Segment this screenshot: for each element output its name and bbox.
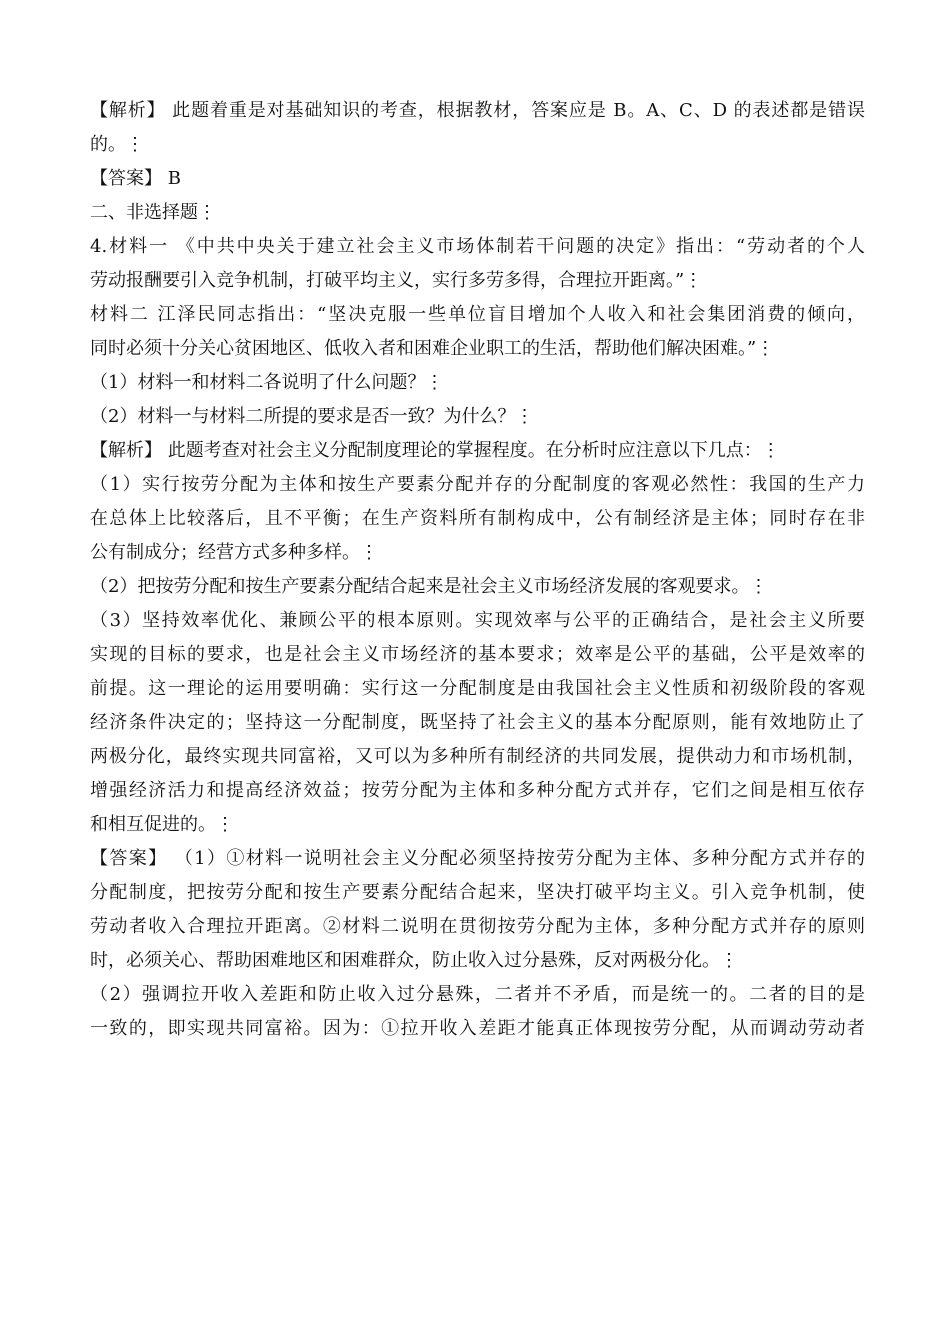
answer-line: 【答案】 （1）①材料一说明社会主义分配必须坚持按劳分配为主体、多种分配方式并存的 bbox=[90, 848, 865, 869]
text-line: 公有制成分；经营方式多种多样。⋮ bbox=[90, 542, 378, 563]
text-line: （2）把按劳分配和按生产要素分配结合起来是社会主义市场经济发展的客观要求。⋮ bbox=[90, 576, 768, 597]
text-line: 经济条件决定的；坚持这一分配制度，既坚持了社会主义的基本分配原则，能有效地防止了 bbox=[90, 712, 865, 733]
text-line: 【解析】 此题着重是对基础知识的考查，根据教材，答案应是 B。A、C、D 的表述都是错误 bbox=[90, 100, 865, 121]
text-line: （1）实行按劳分配为主体和按生产要素分配并存的分配制度的客观必然性：我国的生产力 bbox=[90, 474, 865, 495]
text-line: 4.材料一 《中共中央关于建立社会主义市场体制若干问题的决定》指出：“劳动者的个人 bbox=[90, 236, 865, 257]
text-line: （2）强调拉开收入差距和防止收入过分悬殊，二者并不矛盾，而是统一的。二者的目的是 bbox=[90, 984, 865, 1005]
text-line: 劳动报酬要引入竞争机制，打破平均主义，实行多劳多得，合理拉开距离。”⋮ bbox=[90, 270, 703, 291]
text-line: （3）坚持效率优化、兼顾公平的根本原则。实现效率与公平的正确结合，是社会主义所要 bbox=[90, 610, 865, 631]
text-line: 在总体上比较落后，且不平衡；在生产资料所有制构成中，公有制经济是主体；同时存在非 bbox=[90, 508, 865, 529]
document-page bbox=[90, 94, 865, 1046]
text-line: 材料二 江泽民同志指出：“坚决克服一些单位盲目增加个人收入和社会集团消费的倾向， bbox=[90, 304, 865, 325]
text-line: 两极分化，最终实现共同富裕，又可以为多种所有制经济的共同发展，提供动力和市场机制， bbox=[90, 746, 865, 767]
text-line: 前提。这一理论的运用要明确：实行这一分配制度是由我国社会主义性质和初级阶段的客观 bbox=[90, 678, 865, 699]
question-line: （1）材料一和材料二各说明了什么问题？⋮ bbox=[90, 372, 444, 393]
text-line: 分配制度，把按劳分配和按生产要素分配结合起来，坚决打破平均主义。引入竞争机制，使 bbox=[90, 882, 865, 903]
question-line: （2）材料一与材料二所提的要求是否一致？为什么？⋮ bbox=[90, 406, 534, 427]
text-line: 和相互促进的。⋮ bbox=[90, 814, 234, 835]
text-line: 同时必须十分关心贫困地区、低收入者和困难企业职工的生活，帮助他们解决困难。”⋮ bbox=[90, 338, 775, 359]
text-line: 增强经济活力和提高经济效益；按劳分配为主体和多种分配方式并存，它们之间是相互依存 bbox=[90, 780, 865, 801]
text-line: 实现的目标的要求，也是社会主义市场经济的基本要求；效率是公平的基础，公平是效率的 bbox=[90, 644, 865, 665]
section-heading: 二、非选择题⋮ bbox=[90, 202, 216, 223]
text-line: 一致的，即实现共同富裕。因为：①拉开收入差距才能真正体现按劳分配，从而调动劳动者 bbox=[90, 1018, 865, 1039]
answer-line: 【答案】 B bbox=[90, 168, 181, 189]
text-line: 的。⋮ bbox=[90, 134, 144, 155]
text-line: 时，必须关心、帮助困难地区和困难群众，防止收入过分悬殊，反对两极分化。⋮ bbox=[90, 950, 738, 971]
text-line: 劳动者收入合理拉开距离。②材料二说明在贯彻按劳分配为主体，多种分配方式并存的原则 bbox=[90, 916, 865, 937]
analysis-line: 【解析】 此题考查对社会主义分配制度理论的掌握程度。在分析时应注意以下几点：⋮ bbox=[90, 440, 780, 461]
